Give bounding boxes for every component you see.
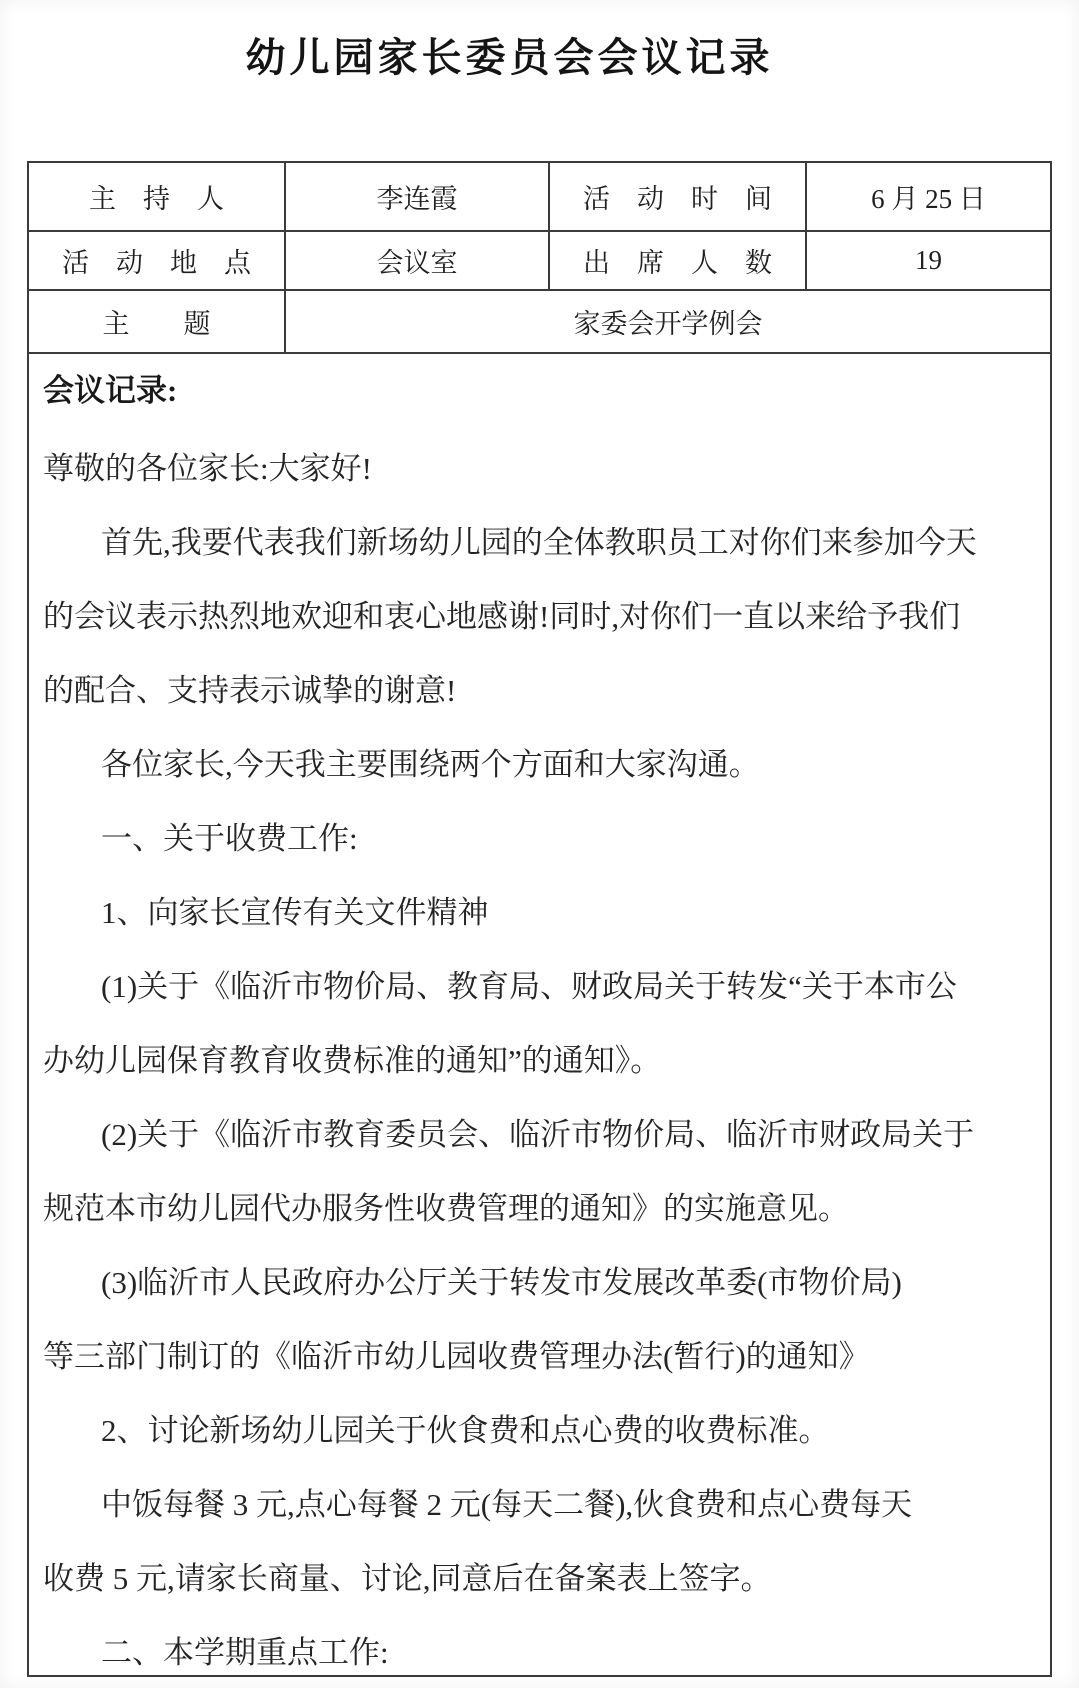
record-line: 首先,我要代表我们新场幼儿园的全体教职员工对你们来参加今天 [101, 524, 977, 560]
record-lines [43, 428, 1030, 1675]
attendance-value: 19 [915, 245, 942, 275]
record-line: 二、本学期重点工作: [101, 1634, 389, 1670]
record-line: 尊敬的各位家长:大家好! [43, 450, 372, 486]
attendance-label: 出 席 人 数 [550, 232, 807, 289]
host-value: 李连霞 [286, 163, 550, 230]
theme-value: 家委会开学例会 [573, 309, 763, 339]
activity-time-value: 6 月 25 日 [871, 184, 986, 214]
record-line: 的配合、支持表示诚挚的谢意! [43, 672, 457, 708]
record-line: 等三部门制订的《临沂市幼儿园收费管理办法(暂行)的通知》 [43, 1338, 870, 1374]
record-line: 1、向家长宣传有关文件精神 [101, 894, 489, 930]
table-row [29, 232, 1050, 291]
theme-label: 主 题 [29, 291, 286, 352]
record-heading: 会议记录: [43, 373, 178, 408]
table-row [29, 163, 1050, 232]
record-line: 规范本市幼儿园代办服务性收费管理的通知》的实施意见。 [43, 1190, 849, 1226]
record-line: (1)关于《临沂市物价局、教育局、财政局关于转发“关于本市公 [101, 968, 957, 1004]
meeting-record-cell [29, 354, 1050, 1675]
meeting-info-table [27, 161, 1052, 1677]
record-line: 各位家长,今天我主要围绕两个方面和大家沟通。 [101, 746, 760, 782]
activity-place-value: 会议室 [286, 232, 550, 289]
record-line: 2、讨论新场幼儿园关于伙食费和点心费的收费标准。 [101, 1412, 830, 1448]
activity-place-label: 活 动 地 点 [29, 232, 286, 289]
activity-time-label: 活 动 时 间 [550, 163, 807, 230]
host-label: 主 持 人 [29, 163, 286, 230]
page-title: 幼儿园家长委员会会议记录 [245, 35, 774, 80]
record-line: 收费 5 元,请家长商量、讨论,同意后在备案表上签字。 [43, 1560, 772, 1596]
record-line: 中饭每餐 3 元,点心每餐 2 元(每天二餐),伙食费和点心费每天 [101, 1486, 913, 1522]
record-line: 办幼儿园保育教育收费标准的通知”的通知》。 [43, 1042, 662, 1078]
record-line: (2)关于《临沂市教育委员会、临沂市物价局、临沂市财政局关于 [101, 1116, 975, 1152]
record-line: 一、关于收费工作: [101, 820, 358, 856]
table-row [29, 291, 1050, 354]
record-line: 的会议表示热烈地欢迎和衷心地感谢!同时,对你们一直以来给予我们 [43, 598, 961, 634]
record-line: (3)临沂市人民政府办公厅关于转发市发展改革委(市物价局) [101, 1264, 902, 1300]
